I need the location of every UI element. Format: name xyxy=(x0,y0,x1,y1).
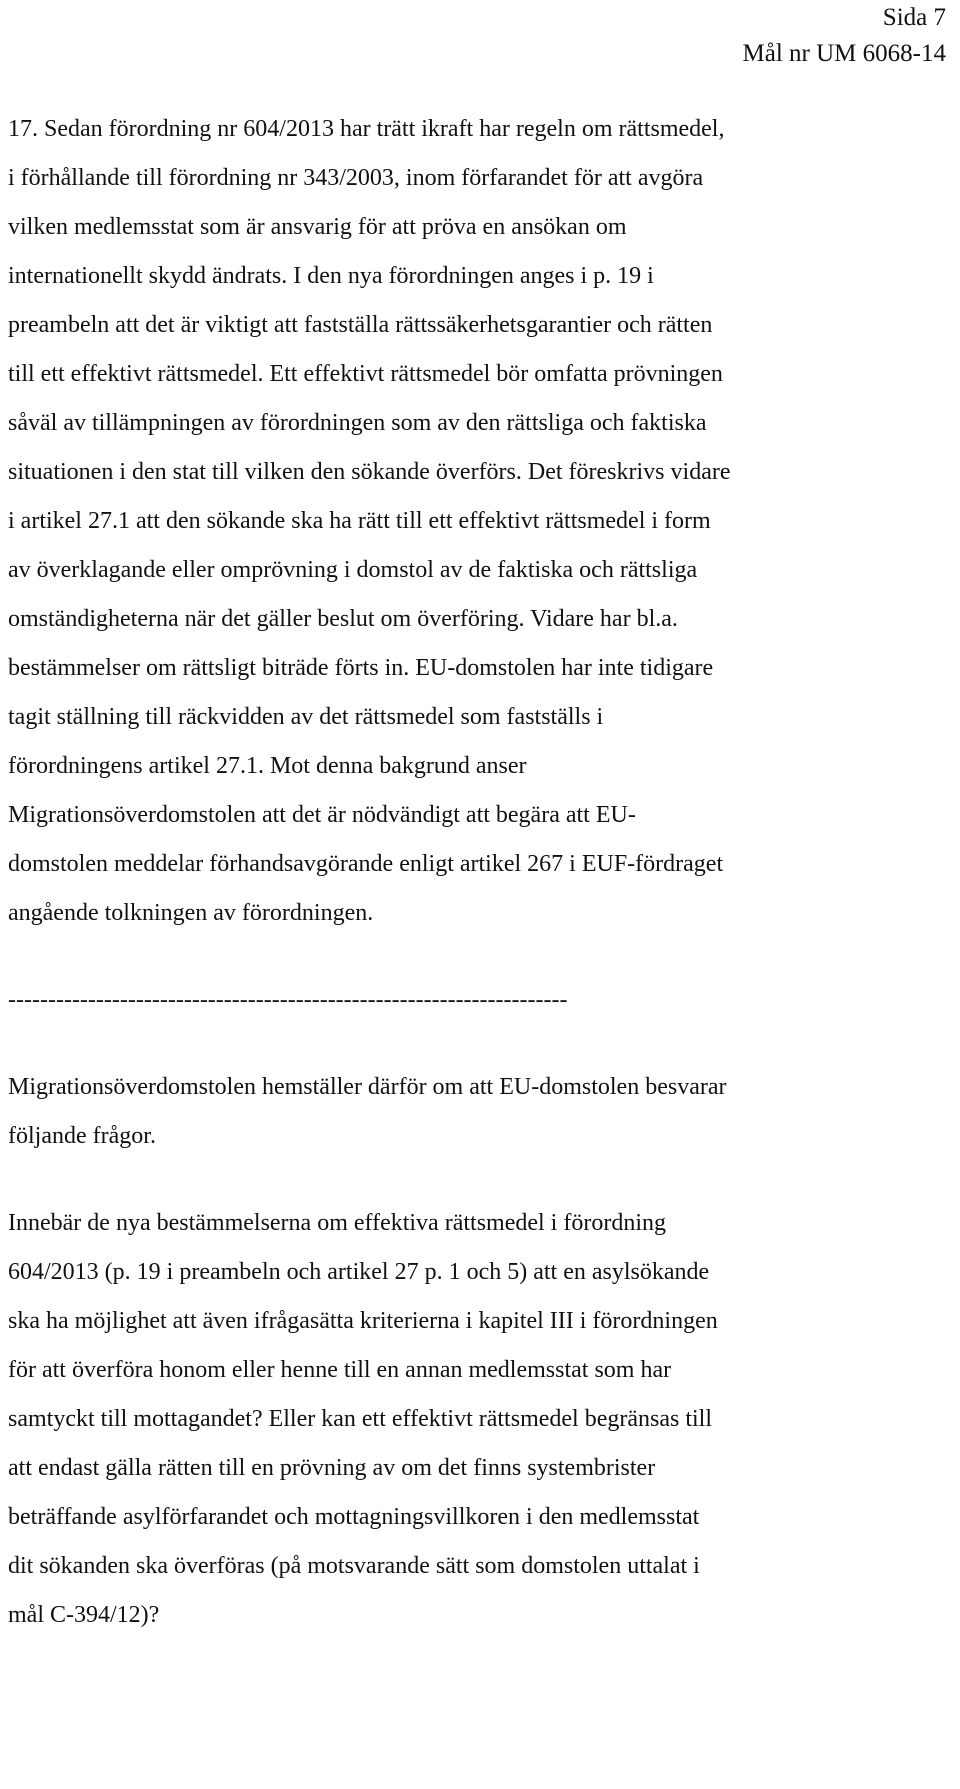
page-header xyxy=(743,0,946,72)
separator-line: ---------------------------------------------------------------------- xyxy=(8,987,568,1013)
document-body xyxy=(8,105,938,1640)
paragraph-17: 17. Sedan förordning nr 604/2013 har trätt ikraft har regeln om rättsmedel, i förhållande till förordning nr 343/2003, inom förfarandet för att avgöra vilken medlemsstat som är ansvarig för att pröva en ansökan om internationellt skydd ändrats. I den nya förordningen anges i p. 19 i preambeln att det är viktigt att fastställa rättssäkerhetsgarantier och rätten till ett effektivt rättsmedel. Ett effektivt rättsmedel bör omfatta prövningen såväl av tillämpningen av förordningen som av den rättsliga och faktiska situationen i den stat till vilken den sökande överförs. Det föreskrivs vidare i artikel 27.1 att den sökande ska ha rätt till ett effektivt rättsmedel i form av överklagande eller omprövning i domstol av de faktiska och rättsliga omständigheterna när det gäller beslut om överföring. Vidare har bl.a. bestämmelser om rättsligt biträde förts in. EU-domstolen har inte tidigare tagit ställning till räckvidden av det rättsmedel som fastställs i förordningens artikel 27.1. Mot denna bakgrund anser Migrationsöverdomstolen att det är nödvändigt att begära att EU- domstolen meddelar förhandsavgörande enligt artikel 267 i EUF-fördraget angående tolkningen av förordningen. xyxy=(8,116,731,926)
preliminary-question: Innebär de nya bestämmelserna om effektiva rättsmedel i förordning 604/2013 (p. 19 i preambeln och artikel 27 p. 1 och 5) att en asylsökande ska ha möjlighet att även ifrågasätta kriterierna i kapitel III i förordningen för att överföra honom eller henne till en annan medlemsstat som har samtyckt till mottagandet? Eller kan ett effektivt rättsmedel begränsas till att endast gälla rätten till en prövning av om det finns systembrister beträffande asylförfarandet och mottagningsvillkoren i den medlemsstat dit sökanden ska överföras (på motsvarande sätt som domstolen uttalat i mål C-394/12)? xyxy=(8,1210,718,1628)
request-intro: Migrationsöverdomstolen hemställer därför om att EU-domstolen besvarar följande frågor. xyxy=(8,1074,727,1149)
case-number: Mål nr UM 6068-14 xyxy=(742,40,946,67)
page-number: Sida 7 xyxy=(882,4,946,31)
